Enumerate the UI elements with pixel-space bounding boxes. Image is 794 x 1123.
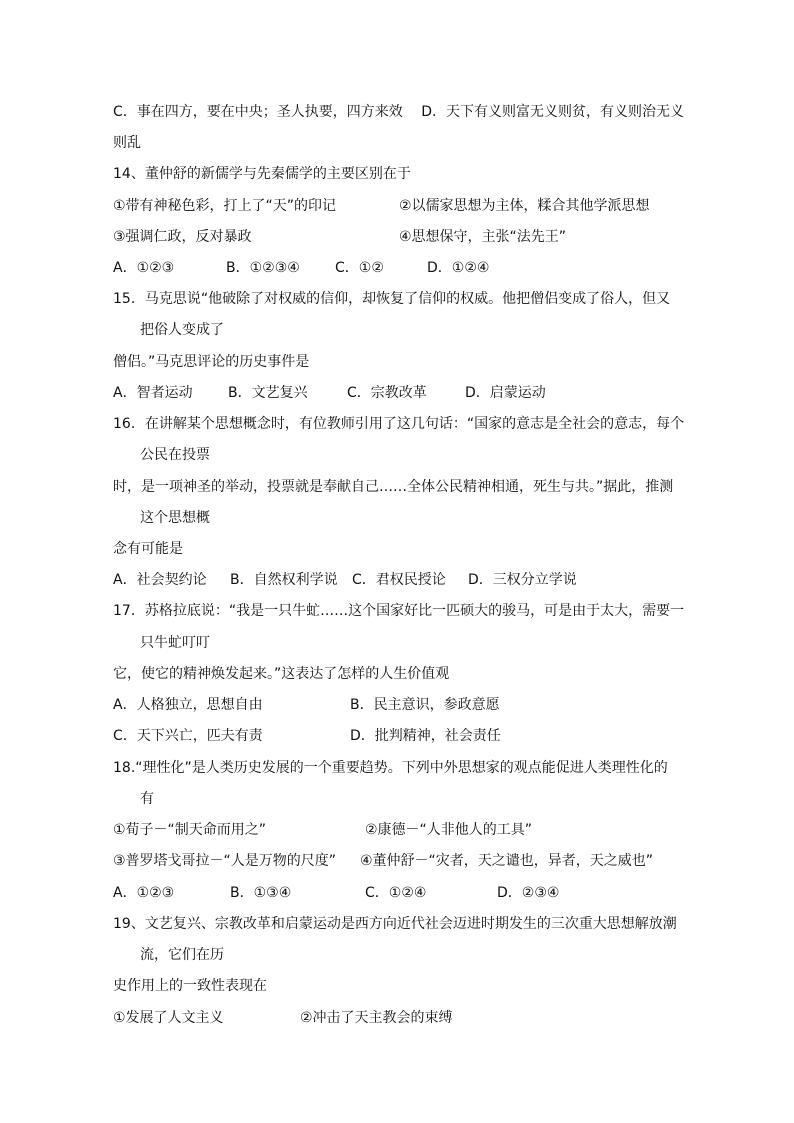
q13-option-d-continuation: 则乱 [113, 135, 141, 151]
q17-stem-line-3: 它，使它的精神焕发起来。”这表达了怎样的人生价值观 [113, 666, 450, 682]
q18-option-c[interactable]: C．①②④ [365, 885, 427, 901]
q15-option-d[interactable]: D．启蒙运动 [465, 385, 546, 401]
q14-item-2: ②以儒家思想为主体，糅合其他学派思想 [399, 198, 650, 214]
q17-option-b[interactable]: B．民主意识，参政意愿 [350, 697, 500, 713]
q16-stem-line-5: 念有可能是 [113, 541, 183, 557]
q16-stem-line-3: 时，是一项神圣的举动，投票就是奉献自己……全体公民精神相通，死生与共。”据此，推测 [113, 479, 674, 495]
q18-stem-line-2: 有 [140, 791, 154, 807]
q16-option-d[interactable]: D．三权分立学说 [468, 572, 577, 588]
q16-option-a[interactable]: A．社会契约论 [113, 572, 207, 588]
q15-stem-line-3: 僧侣。”马克思评论的历史事件是 [113, 354, 310, 370]
q17-option-a[interactable]: A．人格独立，思想自由 [113, 697, 263, 713]
q14-option-d[interactable]: D．①②④ [427, 260, 490, 276]
q17-option-c[interactable]: C．天下兴亡，匹夫有责 [113, 728, 263, 744]
q18-stem-line-1: 18.“理性化”是人类历史发展的一个重要趋势。下列中外思想家的观点能促进人类理性化的 [113, 760, 668, 776]
q14-stem: 14、董仲舒的新儒学与先秦儒学的主要区别在于 [113, 166, 411, 182]
q19-stem-line-3: 史作用上的一致性表现在 [113, 978, 267, 994]
q19-stem-line-2: 流，它们在历 [140, 947, 224, 963]
q18-item-3: ③普罗塔戈哥拉－“人是万物的尺度” [113, 853, 337, 869]
q19-item-2: ②冲击了天主教会的束缚 [300, 1010, 453, 1026]
q18-item-4: ④董仲舒－“灾者，天之谴也，异者，天之威也” [360, 853, 654, 869]
q14-item-1: ①带有神秘色彩，打上了“天”的印记 [113, 198, 337, 214]
q14-item-4: ④思想保守，主张“法先王” [399, 229, 567, 245]
q16-stem-line-1: 16．在讲解某个思想概念时，有位教师引用了这几句话：“国家的意志是全社会的意志，每个 [113, 416, 685, 432]
q15-option-b[interactable]: B．文艺复兴 [228, 385, 308, 401]
q15-stem-line-2: 把俗人变成了 [140, 322, 224, 338]
q16-stem-line-2: 公民在投票 [140, 447, 210, 463]
q17-option-d[interactable]: D．批判精神，社会责任 [350, 728, 501, 744]
q18-item-1: ①荀子－“制天命而用之” [113, 822, 267, 838]
q14-item-3: ③强调仁政，反对暴政 [113, 229, 252, 245]
q14-option-a[interactable]: A．①②③ [113, 260, 175, 276]
q18-option-a[interactable]: A．①②③ [113, 885, 175, 901]
q14-option-b[interactable]: B．①②③④ [226, 260, 300, 276]
q18-option-b[interactable]: B．①③④ [230, 885, 292, 901]
q16-option-c[interactable]: C．君权民授论 [352, 572, 446, 588]
q13-option-c-d-line: C．事在四方，要在中央；圣人执要，四方来效 D．天下有义则富无义则贫，有义则治无义 [113, 104, 685, 120]
q19-item-1: ①发展了人文主义 [113, 1010, 224, 1026]
q17-stem-line-2: 只牛虻叮叮 [140, 635, 210, 651]
q15-option-a[interactable]: A．智者运动 [113, 385, 193, 401]
q14-option-c[interactable]: C．①② [335, 260, 384, 276]
q15-stem-line-1: 15．马克思说“他破除了对权威的信仰，却恢复了信仰的权威。他把僧侣变成了俗人，但又 [113, 291, 671, 307]
q18-option-d[interactable]: D．②③④ [497, 885, 560, 901]
q19-stem-line-1: 19、文艺复兴、宗教改革和启蒙运动是西方向近代社会迈进时期发生的三次重大思想解放潮 [113, 916, 677, 932]
q18-item-2: ②康德－“人非他人的工具” [365, 822, 533, 838]
q15-option-c[interactable]: C．宗教改革 [347, 385, 427, 401]
q16-stem-line-4: 这个思想概 [140, 510, 210, 526]
q17-stem-line-1: 17．苏格拉底说：“我是一只牛虻……这个国家好比一匹硕大的骏马，可是由于太大，需要一 [113, 603, 685, 619]
q16-option-b[interactable]: B．自然权利学说 [230, 572, 338, 588]
